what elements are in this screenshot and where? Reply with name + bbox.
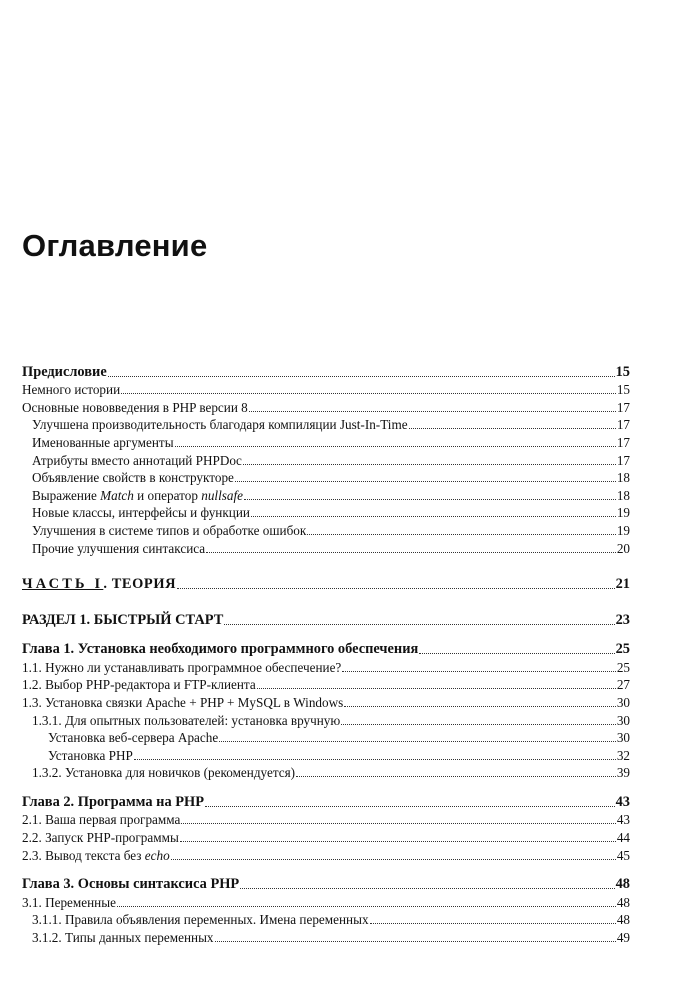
- toc-entry-label: Улучшения в системе типов и обработке ошибок: [32, 522, 307, 538]
- dot-leader: [342, 671, 616, 672]
- toc-entry-chapter[interactable]: [22, 875, 630, 893]
- toc-entry[interactable]: [22, 468, 630, 486]
- toc-entry-label: Атрибуты вместо аннотаций PHPDoc: [32, 452, 242, 468]
- toc-entry-label: РАЗДЕЛ 1. БЫСТРЫЙ СТАРТ: [22, 611, 224, 628]
- toc-page-number: 32: [616, 747, 630, 763]
- toc-page-number: 45: [616, 847, 630, 863]
- toc-page-number: 18: [616, 487, 630, 503]
- toc-page-number: 19: [616, 522, 630, 538]
- toc-page-number: 21: [615, 575, 630, 592]
- toc-entry[interactable]: [22, 657, 630, 675]
- toc-entry-label: Установка веб-сервера Apache: [48, 730, 219, 746]
- toc-entry[interactable]: [22, 450, 630, 468]
- toc-entry-label: 1.3.1. Для опытных пользователей: установка вручную: [32, 712, 341, 728]
- toc-entry[interactable]: [22, 892, 630, 910]
- toc-page-number: 23: [615, 611, 630, 628]
- toc-page-number: 17: [616, 452, 630, 468]
- toc-entry-label: 2.1. Ваша первая программа: [22, 812, 181, 828]
- dot-leader: [249, 411, 616, 412]
- dot-leader: [205, 806, 615, 807]
- dot-leader: [177, 588, 615, 589]
- toc-entry[interactable]: [22, 810, 630, 828]
- toc-entry-label: Новые классы, интерфейсы и функции: [32, 505, 250, 521]
- toc-entry-label: Глава 2. Программа на PHP: [22, 793, 205, 810]
- toc-entry[interactable]: [22, 927, 630, 945]
- toc-entry-label: 2.3. Вывод текста без echo: [22, 847, 170, 863]
- dot-leader: [117, 906, 616, 907]
- toc-entry[interactable]: [22, 910, 630, 928]
- toc-entry-label: Установка PHP: [48, 747, 133, 763]
- toc-page-number: 30: [616, 694, 630, 710]
- dot-leader: [235, 481, 616, 482]
- toc-page-number: 15: [615, 363, 630, 380]
- toc-entry[interactable]: [22, 845, 630, 863]
- dot-leader: [341, 724, 616, 725]
- toc-entry-label: Объявление свойств в конструкторе: [32, 470, 234, 486]
- toc-entry[interactable]: [22, 692, 630, 710]
- toc-entry-label: 3.1. Переменные: [22, 894, 116, 910]
- toc-entry-label: Глава 3. Основы синтаксиса PHP: [22, 876, 240, 893]
- toc-page-number: 25: [615, 641, 630, 658]
- toc-entry[interactable]: [22, 728, 630, 746]
- dot-leader: [240, 888, 614, 889]
- dot-leader: [171, 859, 616, 860]
- toc-entry[interactable]: [22, 745, 630, 763]
- toc-page-number: 43: [616, 812, 630, 828]
- toc-entry-label: Именованные аргументы: [32, 434, 174, 450]
- toc-page-number: 25: [616, 659, 630, 675]
- toc-page-number: 17: [616, 399, 630, 415]
- toc-page-number: 20: [616, 540, 630, 556]
- toc-entry[interactable]: [22, 710, 630, 728]
- toc-entry-label: Улучшена производительность благодаря компиляции Just-In-Time: [32, 417, 408, 433]
- toc-entry-label: 1.3. Установка связки Apache + PHP + MySQL в Windows: [22, 694, 344, 710]
- toc-entry-label: 3.1.2. Типы данных переменных: [32, 930, 214, 946]
- toc-page-number: 39: [616, 765, 630, 781]
- dot-leader: [296, 776, 616, 777]
- toc-entry-label: 2.2. Запуск PHP-программы: [22, 830, 179, 846]
- dot-leader: [108, 376, 615, 377]
- toc-page-number: 43: [615, 793, 630, 810]
- dot-leader: [121, 393, 616, 394]
- dot-leader: [175, 446, 616, 447]
- toc-entry[interactable]: [22, 538, 630, 556]
- toc-entry-section[interactable]: [22, 608, 630, 628]
- toc-page-number: 18: [616, 470, 630, 486]
- dot-leader: [215, 941, 616, 942]
- dot-leader: [243, 464, 616, 465]
- toc-entry[interactable]: [22, 763, 630, 781]
- toc-entry-label: 1.1. Нужно ли устанавливать программное обеспечение?: [22, 659, 342, 675]
- dot-leader: [251, 516, 616, 517]
- toc-page-number: 49: [616, 930, 630, 946]
- toc-entry-label: Выражение Match и оператор nullsafe: [32, 487, 243, 503]
- dot-leader: [181, 823, 615, 824]
- dot-leader: [219, 741, 616, 742]
- toc-entry-part[interactable]: [22, 572, 630, 592]
- toc-entry-preface[interactable]: [22, 362, 630, 380]
- dot-leader: [307, 534, 616, 535]
- toc-page-number: 17: [616, 417, 630, 433]
- toc-entry[interactable]: [22, 520, 630, 538]
- dot-leader: [419, 653, 614, 654]
- toc-page-number: 48: [615, 876, 630, 893]
- toc-entry[interactable]: [22, 675, 630, 693]
- toc-page-number: 48: [616, 894, 630, 910]
- toc-entry-chapter[interactable]: [22, 792, 630, 810]
- toc-entry-label: Глава 1. Установка необходимого программного обеспечения: [22, 641, 419, 658]
- toc-entry[interactable]: [22, 503, 630, 521]
- toc-page-number: 44: [616, 830, 630, 846]
- dot-leader: [409, 428, 616, 429]
- toc-entry-label: Основные нововведения в PHP версии 8: [22, 399, 248, 415]
- dot-leader: [224, 624, 614, 625]
- toc-entry-label: Прочие улучшения синтаксиса: [32, 540, 206, 556]
- toc-entry[interactable]: [22, 485, 630, 503]
- toc-page-number: 19: [616, 505, 630, 521]
- toc-page-number: 30: [616, 712, 630, 728]
- toc-entry[interactable]: [22, 380, 630, 398]
- dot-leader: [344, 706, 616, 707]
- dot-leader: [134, 759, 616, 760]
- dot-leader: [370, 923, 616, 924]
- toc-page-number: 48: [616, 912, 630, 928]
- toc-page-number: 30: [616, 730, 630, 746]
- toc-entry[interactable]: [22, 397, 630, 415]
- toc-page-number: 15: [616, 382, 630, 398]
- toc-entry[interactable]: [22, 415, 630, 433]
- dot-leader: [180, 841, 616, 842]
- toc-entry-label: Предисловие: [22, 363, 107, 380]
- toc-entry-label: 1.2. Выбор PHP-редактора и FTP-клиента: [22, 677, 256, 693]
- toc-page-number: 27: [616, 677, 630, 693]
- toc-entry-label: ЧАСТЬ I. ТЕОРИЯ: [22, 575, 177, 592]
- toc-entry[interactable]: [22, 432, 630, 450]
- dot-leader: [206, 552, 616, 553]
- page-title: Оглавление: [22, 228, 208, 263]
- toc-entry-label: Немного истории: [22, 382, 121, 398]
- toc-entry[interactable]: [22, 827, 630, 845]
- dot-leader: [257, 688, 616, 689]
- dot-leader: [244, 499, 616, 500]
- toc-entry-label: 3.1.1. Правила объявления переменных. Имена переменных: [32, 912, 369, 928]
- table-of-contents: [22, 362, 630, 945]
- toc-entry-chapter[interactable]: [22, 640, 630, 658]
- toc-entry-label: 1.3.2. Установка для новичков (рекомендуется): [32, 765, 296, 781]
- toc-page-number: 17: [616, 434, 630, 450]
